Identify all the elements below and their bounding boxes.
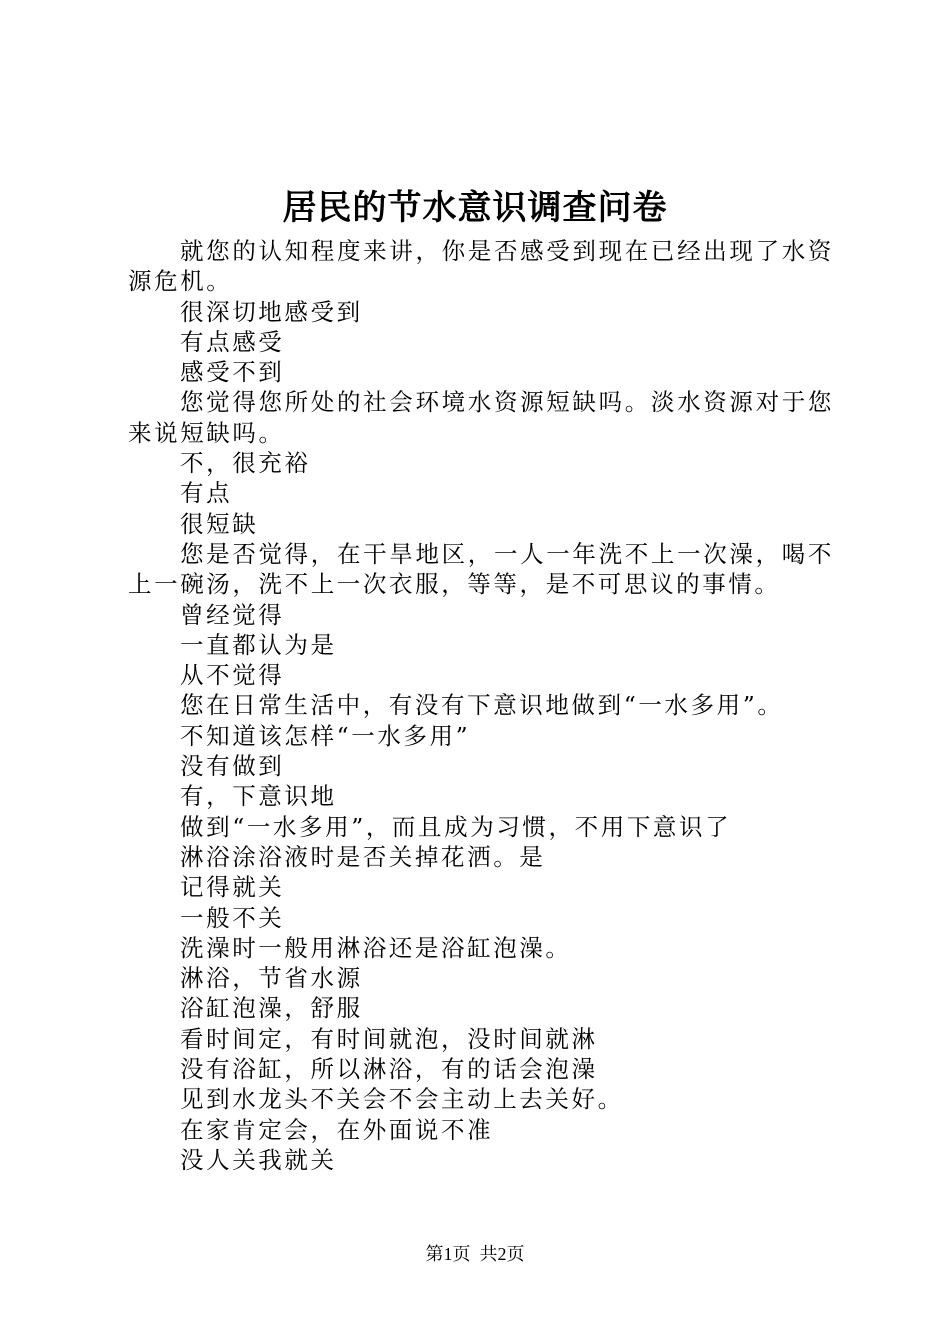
option-4a: 不知道该怎样“一水多用”	[180, 721, 471, 750]
question-6: 洗澡时一般用淋浴还是浴缸泡澡。	[180, 933, 572, 962]
option-5a: 记得就关	[180, 873, 285, 902]
option-1a: 很深切地感受到	[180, 297, 363, 326]
option-3a: 曾经觉得	[180, 600, 285, 629]
page-number-label: 第1页 共2页	[425, 1244, 525, 1264]
option-6c: 看时间定，有时间就泡，没时间就淋	[180, 1024, 598, 1053]
option-5b: 一般不关	[180, 903, 285, 932]
option-2b: 有点	[180, 479, 233, 508]
option-1c: 感受不到	[180, 358, 285, 387]
option-7b: 没人关我就关	[180, 1145, 337, 1174]
question-3: 您是否觉得，在干旱地区，一人一年洗不上一次澡，喝不上一碗汤，洗不上一次衣服，等等，是不可思议的事情。	[128, 539, 834, 599]
question-4: 您在日常生活中，有没有下意识地做到“一水多用”。	[180, 691, 784, 720]
question-1: 就您的认知程度来讲，你是否感受到现在已经出现了水资源危机。	[128, 237, 834, 296]
option-2c: 很短缺	[180, 509, 259, 538]
question-2: 您觉得您所处的社会环境水资源短缺吗。淡水资源对于您来说短缺吗。	[128, 388, 834, 447]
option-1b: 有点感受	[180, 327, 285, 356]
option-2a: 不，很充裕	[180, 449, 311, 478]
document-body	[128, 236, 834, 1175]
option-4b: 没有做到	[180, 752, 285, 781]
option-6b: 浴缸泡澡，舒服	[180, 994, 363, 1023]
option-4d: 做到“一水多用”，而且成为习惯，不用下意识了	[180, 812, 732, 841]
question-7: 见到水龙头不关会不会主动上去关好。	[180, 1085, 624, 1114]
page-title: 居民的节水意识调查问卷	[282, 188, 668, 228]
option-4c: 有，下意识地	[180, 782, 337, 811]
page-footer	[0, 1242, 950, 1266]
option-6d: 没有浴缸，所以淋浴，有的话会泡澡	[180, 1055, 598, 1084]
option-3b: 一直都认为是	[180, 630, 337, 659]
option-3c: 从不觉得	[180, 661, 285, 690]
question-5: 淋浴涂浴液时是否关掉花洒。是	[180, 842, 546, 871]
option-7a: 在家肯定会，在外面说不准	[180, 1115, 494, 1144]
option-6a: 淋浴，节省水源	[180, 964, 363, 993]
